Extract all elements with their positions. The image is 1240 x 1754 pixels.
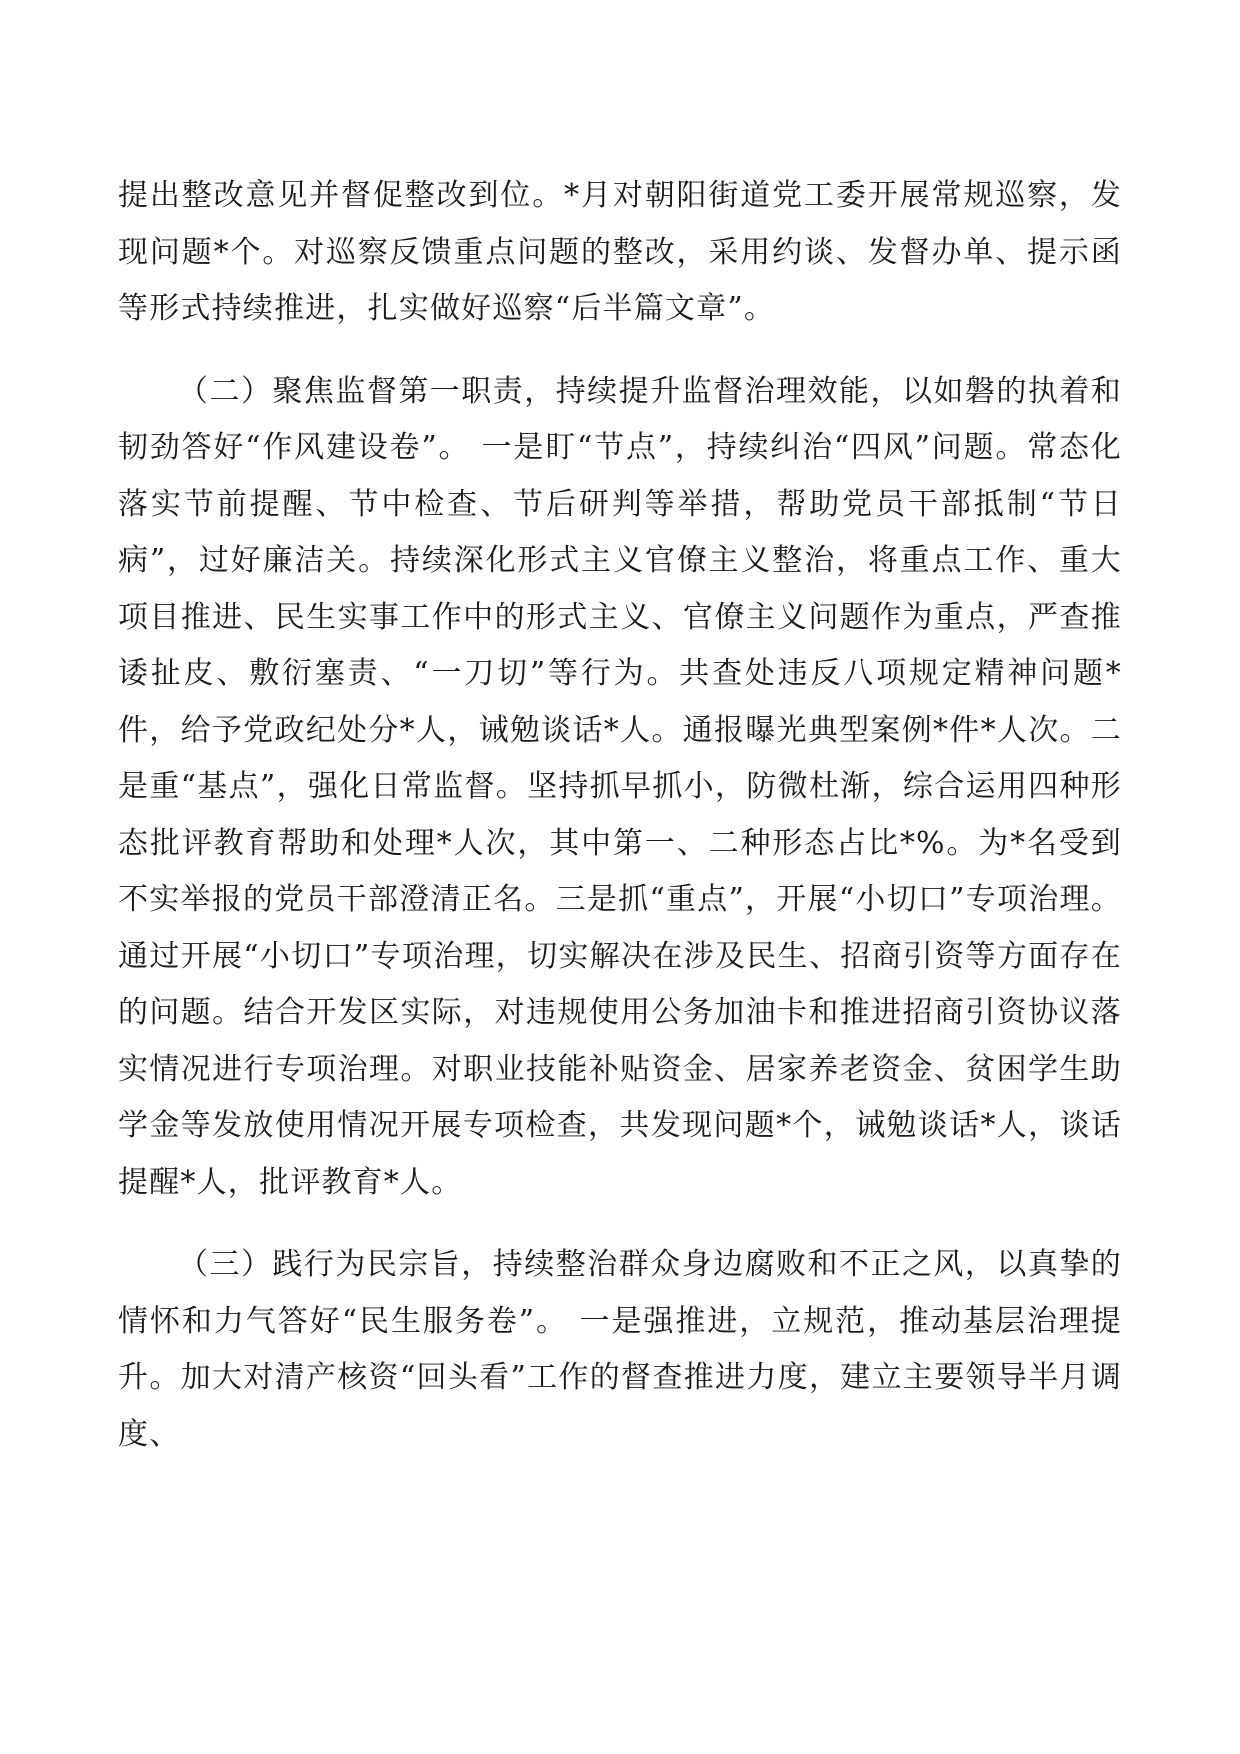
paragraph-inspection-rectification: 提出整改意见并督促整改到位。*月对朝阳街道党工委开展常规巡察，发现问题*个。对巡察反馈重点问题的整改，采用约谈、发督办单、提示函等形式持续推进，扎实做好巡察“后半篇文章”。	[118, 178, 1122, 326]
document-body	[118, 168, 1122, 1463]
paragraph-supervision-style-building: （二）聚焦监督第一职责，持续提升监督治理效能，以如磐的执着和韧劲答好“作风建设卷”。 一是盯“节点”，持续纠治“四风”问题。常态化落实节前提醒、节中检查、节后研判等举措，帮助党员干部抵制“节日病”，过好廉洁关。持续深化形式主义官僚主义整治，将重点工作、重大项目推进、民生实事工作中的形式主义、官僚主义问题作为重点，严查推诿扯皮、敷衍塞责、“一刀切”等行为。共查处违反八项规定精神问题*件，给予党政纪处分*人，诫勉谈话*人。通报曝光典型案例*件*人次。二是重“基点”，强化日常监督。坚持抓早抓小，防微杜渐，综合运用四种形态批评教育帮助和处理*人次，其中第一、二种形态占比*%。为*名受到不实举报的党员干部澄清正名。三是抓“重点”，开展“小切口”专项治理。通过开展“小切口”专项治理，切实解决在涉及民生、招商引资等方面存在的问题。结合开发区实际，对违规使用公务加油卡和推进招商引资协议落实情况进行专项治理。对职业技能补贴资金、居家养老资金、贫困学生助学金等发放使用情况开展专项检查，共发现问题*个，诫勉谈话*人，谈话提醒*人，批评教育*人。	[118, 373, 1122, 1200]
paragraph-livelihood-service: （三）践行为民宗旨，持续整治群众身边腐败和不正之风，以真挚的情怀和力气答好“民生服务卷”。 一是强推进，立规范，推动基层治理提升。加大对清产核资“回头看”工作的督查推进力度，建立主要领导半月调度、	[118, 1247, 1122, 1452]
